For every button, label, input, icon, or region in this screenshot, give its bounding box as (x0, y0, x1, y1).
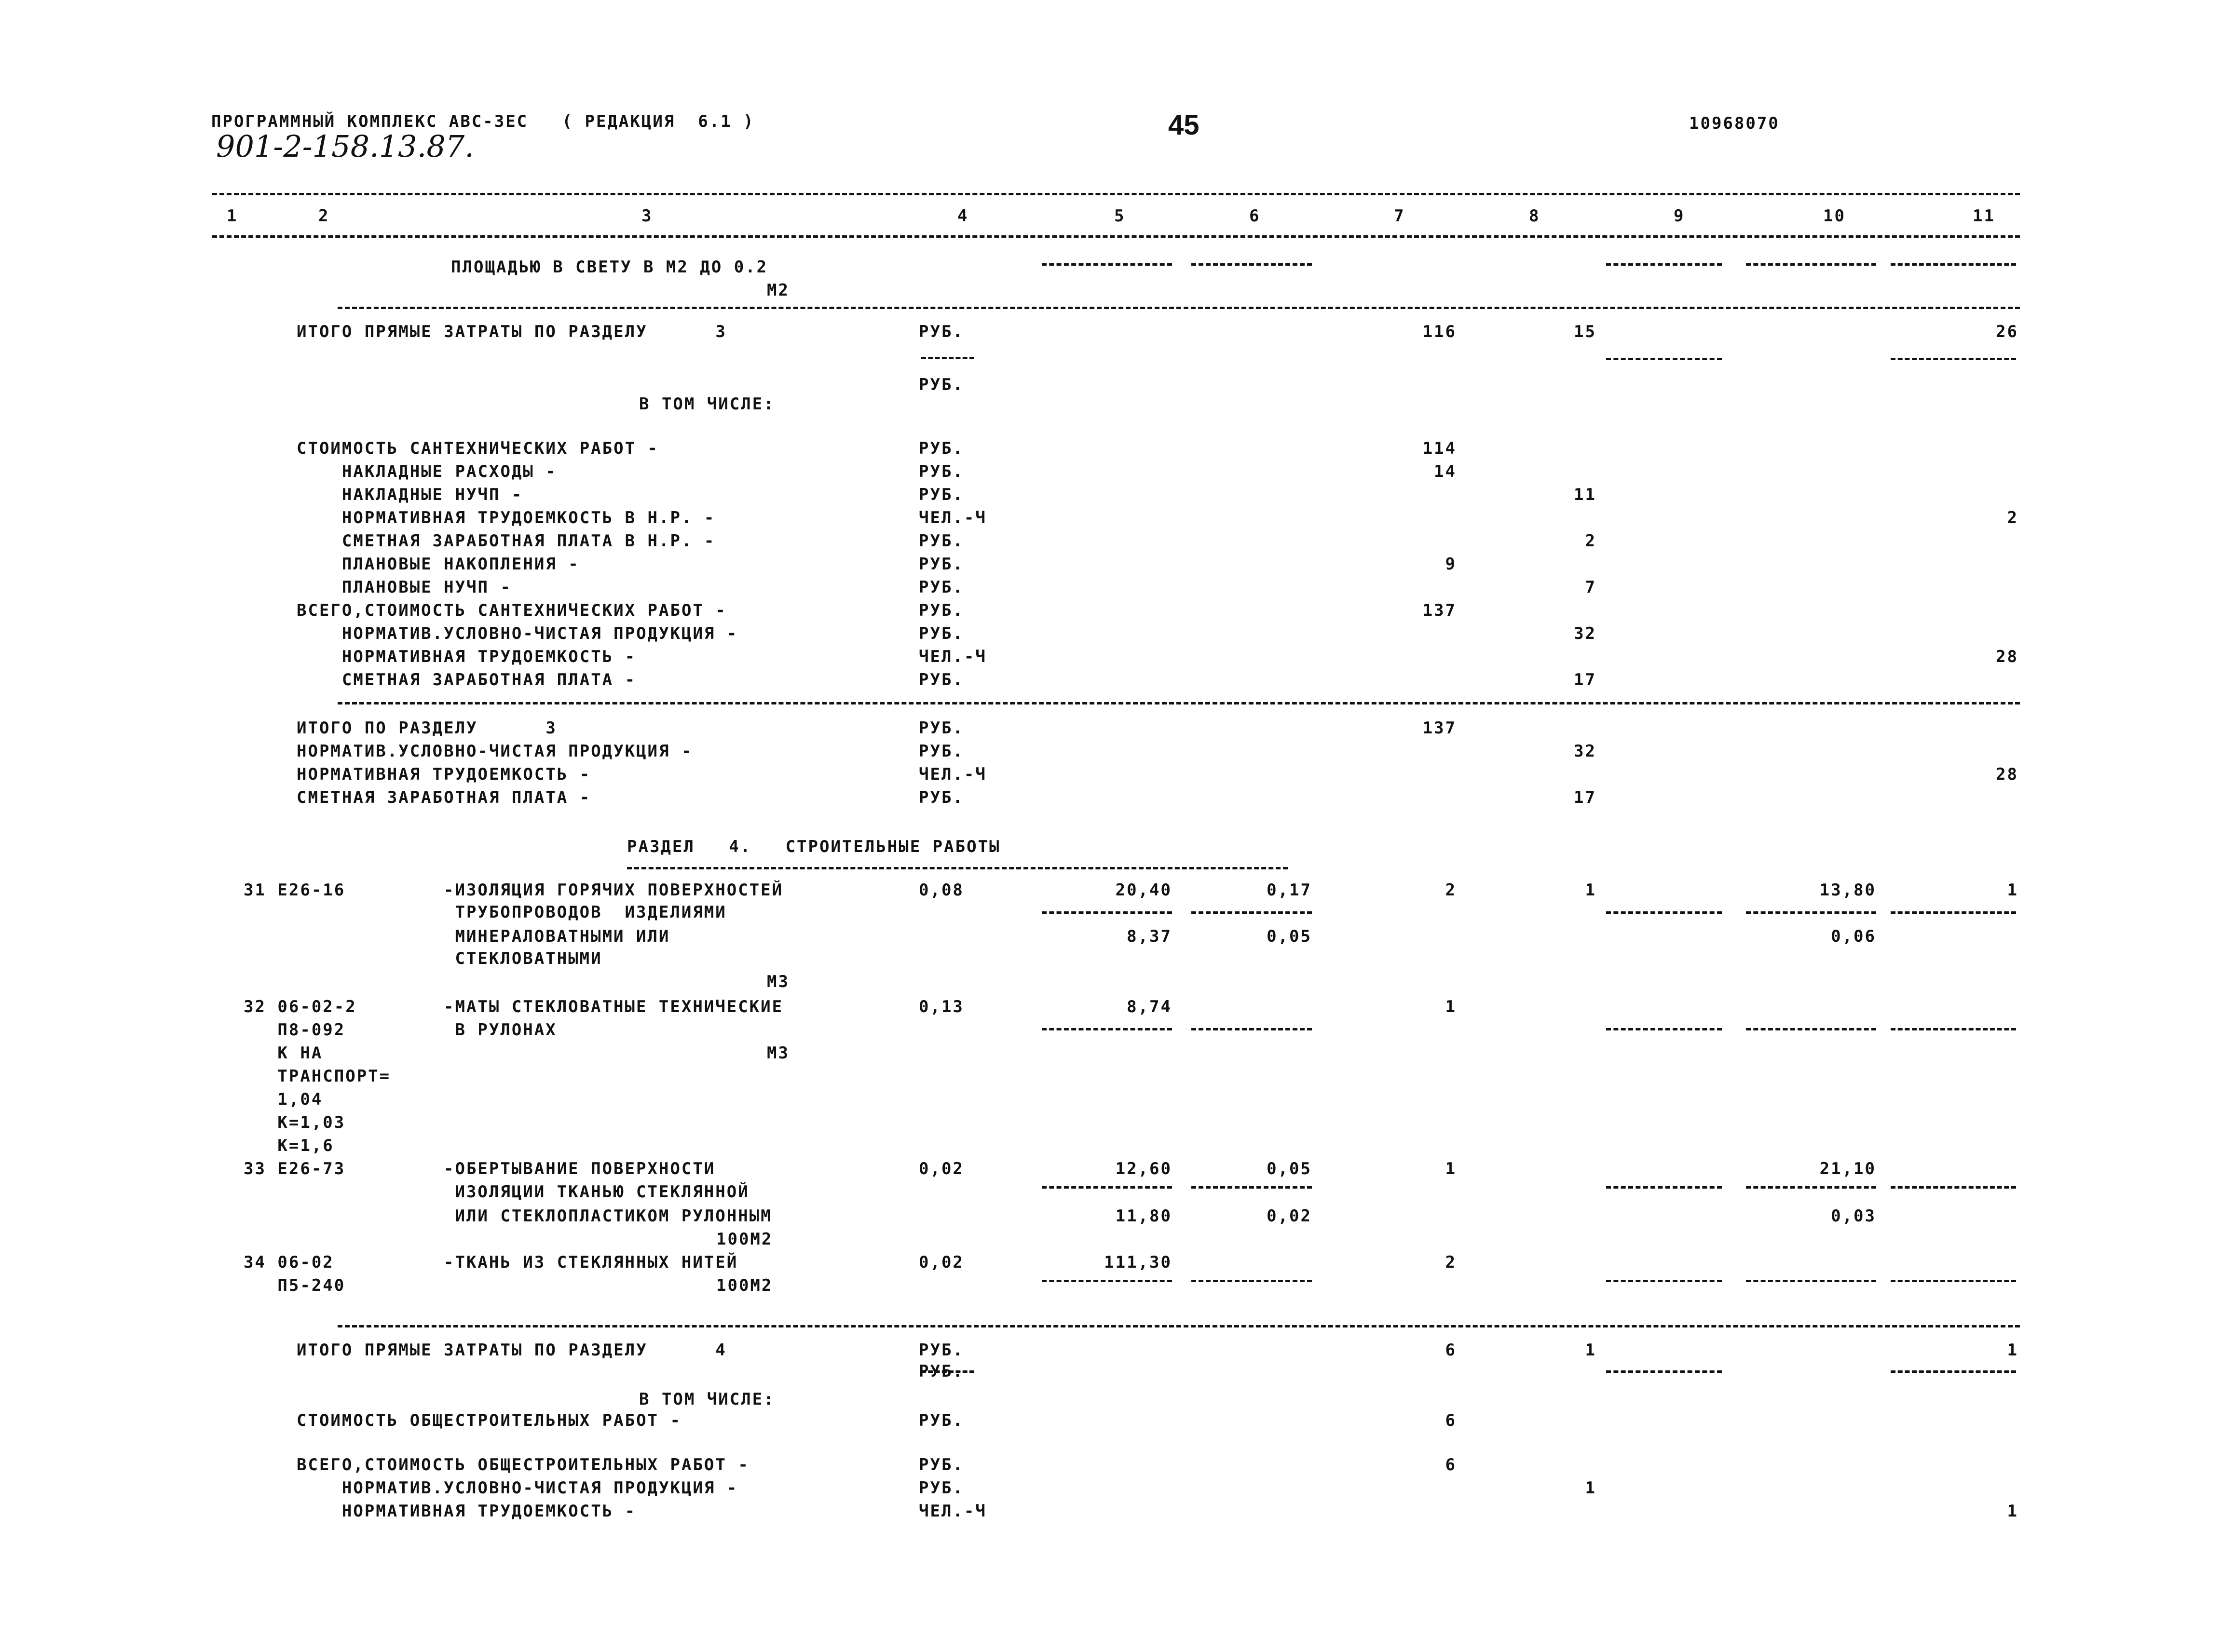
cell-c11: 26 (1996, 322, 2018, 341)
cell-c3: РАЗДЕЛ 4. СТРОИТЕЛЬНЫЕ РАБОТЫ (627, 837, 1001, 856)
column-header-8: 8 (1529, 206, 1540, 226)
sub-rule (1606, 911, 1722, 914)
cell-c10: 21,10 (1819, 1159, 1876, 1178)
cell-c5: 8,74 (1127, 997, 1172, 1016)
cell-c4: ЧЕЛ.-Ч (919, 1502, 987, 1521)
cell-c7: 114 (1422, 439, 1457, 458)
sub-rule (1606, 1028, 1722, 1030)
cell-c4: РУБ. (919, 375, 964, 394)
header-rule (212, 235, 2020, 238)
cell-c1: 1,04 (244, 1090, 323, 1109)
cell-c2: НОРМАТИВНАЯ ТРУДОЕМКОСТЬ В Н.Р. - (297, 508, 716, 528)
cell-c5: 20,40 (1115, 880, 1172, 900)
cell-c3: 100М2 (716, 1230, 773, 1249)
cell-c4: 0,13 (919, 997, 964, 1016)
cell-c11: 1 (2007, 1502, 2018, 1521)
cell-c11: 1 (2007, 880, 2018, 900)
cell-c2: СМЕТНАЯ ЗАРАБОТНАЯ ПЛАТА - (297, 788, 591, 807)
cell-c7: 6 (1445, 1455, 1457, 1475)
column-header-1: 1 (227, 206, 238, 226)
cell-c6: 0,17 (1267, 880, 1312, 900)
sub-rule (1606, 358, 1722, 360)
cell-c4: РУБ. (919, 555, 964, 574)
cell-c3: -МАТЫ СТЕКЛОВАТНЫЕ ТЕХНИЧЕСКИЕ (444, 997, 784, 1016)
cell-c4: РУБ. (919, 462, 964, 481)
cell-c5: 11,80 (1115, 1206, 1172, 1226)
cell-c3: МИНЕРАЛОВАТНЫМИ ИЛИ (444, 927, 670, 946)
document-code: 10968070 (1689, 114, 1780, 133)
column-header-10: 10 (1823, 206, 1846, 226)
cell-c4: РУБ. (919, 578, 964, 597)
cell-c2: НАКЛАДНЫЕ НУЧП - (297, 485, 523, 504)
sub-rule (1042, 263, 1172, 266)
sub-rule (1746, 911, 1876, 914)
column-header-2: 2 (318, 206, 330, 226)
cell-c8: 1 (1585, 1478, 1596, 1498)
cell-c3: М3 (767, 972, 790, 991)
cell-c3: М3 (767, 1043, 790, 1063)
sub-rule (1891, 358, 2016, 360)
cell-c8: 1 (1585, 880, 1596, 900)
sub-rule (1042, 911, 1172, 914)
cell-c7: 14 (1434, 462, 1457, 481)
sub-rule (1891, 1028, 2016, 1030)
cell-c8: 7 (1585, 578, 1596, 597)
cell-c10: 0,06 (1831, 927, 1876, 946)
cell-c11: 2 (2007, 508, 2018, 528)
cell-c2: НОРМАТИВНАЯ ТРУДОЕМКОСТЬ - (297, 1502, 637, 1521)
cell-c2: НАКЛАДНЫЕ РАСХОДЫ - (297, 462, 557, 481)
cell-c8: 32 (1574, 624, 1596, 643)
column-header-4: 4 (957, 206, 969, 226)
cell-c8: 17 (1574, 788, 1596, 807)
column-header-3: 3 (641, 206, 653, 226)
sub-rule (1042, 1186, 1172, 1189)
sub-rule (1191, 263, 1312, 266)
cell-c3: В РУЛОНАХ (444, 1020, 557, 1040)
cell-c3: ТРУБОПРОВОДОВ ИЗДЕЛИЯМИ (444, 903, 727, 922)
sub-rule (1891, 1186, 2016, 1189)
cell-c2: СМЕТНАЯ ЗАРАБОТНАЯ ПЛАТА - (297, 670, 637, 690)
sub-rule (1891, 1280, 2016, 1282)
cell-c1: 32 06-02-2 (244, 997, 357, 1016)
cell-c7: 137 (1422, 601, 1457, 620)
cell-c3: ИЛИ СТЕКЛОПЛАСТИКОМ РУЛОННЫМ (444, 1206, 772, 1226)
sub-rule (1891, 911, 2016, 914)
cell-c6: 0,02 (1267, 1206, 1312, 1226)
sub-rule (1746, 1028, 1876, 1030)
cell-c4: РУБ. (919, 718, 964, 738)
cell-c4: РУБ. (919, 742, 964, 761)
cell-c1: К=1,6 (244, 1136, 334, 1155)
cell-c3: В ТОМ ЧИСЛЕ: (639, 394, 775, 414)
cell-c2: ВСЕГО,СТОИМОСТЬ САНТЕХНИЧЕСКИХ РАБОТ - (297, 601, 727, 620)
sub-rule (1746, 1280, 1876, 1282)
sub-rule (1746, 263, 1876, 266)
cell-c5: 12,60 (1115, 1159, 1172, 1178)
cell-c2: НОРМАТИВ.УСЛОВНО-ЧИСТАЯ ПРОДУКЦИЯ - (297, 624, 738, 643)
cell-c7: 116 (1422, 322, 1457, 341)
cell-c3: 100М2 (716, 1276, 773, 1295)
cell-c7: 1 (1445, 1159, 1457, 1178)
cell-c7: 6 (1445, 1341, 1457, 1360)
cell-c3: -ТКАНЬ ИЗ СТЕКЛЯННЫХ НИТЕЙ (444, 1253, 738, 1272)
cell-c4: РУБ. (919, 1478, 964, 1498)
sub-rule (921, 1370, 974, 1373)
cell-c4: РУБ. (919, 1341, 964, 1360)
cell-c4: РУБ. (919, 1362, 964, 1381)
section-rule (338, 307, 2020, 309)
cell-c2: ПЛАНОВЫЕ НАКОПЛЕНИЯ - (297, 555, 580, 574)
cell-c3: -ИЗОЛЯЦИЯ ГОРЯЧИХ ПОВЕРХНОСТЕЙ (444, 880, 784, 900)
cell-c4: 0,08 (919, 880, 964, 900)
cell-c7: 1 (1445, 997, 1457, 1016)
cell-c7: 6 (1445, 1411, 1457, 1430)
cell-c3: М2 (767, 281, 790, 300)
cell-c7: 2 (1445, 1253, 1457, 1272)
cell-c7: 9 (1445, 555, 1457, 574)
cell-c2: СМЕТНАЯ ЗАРАБОТНАЯ ПЛАТА В Н.Р. - (297, 531, 716, 551)
cell-c7: 137 (1422, 718, 1457, 738)
section-rule (338, 702, 2020, 704)
cell-c11: 28 (1996, 647, 2018, 666)
cell-c10: 0,03 (1831, 1206, 1876, 1226)
sub-rule (1891, 1370, 2016, 1373)
cell-c1: ТРАНСПОРТ= (244, 1067, 391, 1086)
sub-rule (1191, 1280, 1312, 1282)
cell-c1: П8-092 (244, 1020, 346, 1040)
cell-c10: 13,80 (1819, 880, 1876, 900)
cell-c4: РУБ. (919, 624, 964, 643)
cell-c3: ИЗОЛЯЦИИ ТКАНЬЮ СТЕКЛЯННОЙ (444, 1182, 750, 1202)
top-rule (212, 193, 2020, 195)
cell-c2: ИТОГО ПО РАЗДЕЛУ 3 (297, 718, 557, 738)
cell-c1: 34 06-02 (244, 1253, 334, 1272)
cell-c6: 0,05 (1267, 1159, 1312, 1178)
cell-c2: СТОИМОСТЬ ОБЩЕСТРОИТЕЛЬНЫХ РАБОТ - (297, 1411, 682, 1430)
cell-c2: ИТОГО ПРЯМЫЕ ЗАТРАТЫ ПО РАЗДЕЛУ 4 (297, 1341, 727, 1360)
cell-c8: 11 (1574, 485, 1596, 504)
cell-c4: РУБ. (919, 788, 964, 807)
sub-rule (921, 357, 974, 359)
cell-c8: 17 (1574, 670, 1596, 690)
sub-rule (1191, 911, 1312, 914)
cell-c1: 33 Е26-73 (244, 1159, 346, 1178)
sub-rule (1042, 1280, 1172, 1282)
cell-c2: ИТОГО ПРЯМЫЕ ЗАТРАТЫ ПО РАЗДЕЛУ 3 (297, 322, 727, 341)
sub-rule (1191, 1186, 1312, 1189)
cell-c2: ПЛАНОВЫЕ НУЧП - (297, 578, 512, 597)
cell-c7: 2 (1445, 880, 1457, 900)
sub-rule (1606, 1186, 1722, 1189)
cell-c4: 0,02 (919, 1253, 964, 1272)
page-number: 45 (1168, 109, 1200, 141)
sub-rule (1606, 1280, 1722, 1282)
handwritten-reference: 901-2-158.13.87. (216, 129, 474, 164)
cell-c2: НОРМАТИВ.УСЛОВНО-ЧИСТАЯ ПРОДУКЦИЯ - (297, 1478, 738, 1498)
cell-c2: НОРМАТИВНАЯ ТРУДОЕМКОСТЬ - (297, 765, 591, 784)
cell-c4: ЧЕЛ.-Ч (919, 647, 987, 666)
sub-rule (1606, 1370, 1722, 1373)
cell-c5: 8,37 (1127, 927, 1172, 946)
cell-c3: ПЛОЩАДЬЮ В СВЕТУ В М2 ДО 0.2 (451, 257, 768, 277)
sub-rule (1042, 1028, 1172, 1030)
cell-c2: НОРМАТИВНАЯ ТРУДОЕМКОСТЬ - (297, 647, 637, 666)
cell-c4: РУБ. (919, 485, 964, 504)
program-header: ПРОГРАММНЫЙ КОМПЛЕКС АВС-ЗЕС ( РЕДАКЦИЯ 6.1 ) (211, 112, 755, 131)
cell-c1: К=1,03 (244, 1113, 346, 1132)
cell-c6: 0,05 (1267, 927, 1312, 946)
sub-rule (1606, 263, 1722, 266)
cell-c8: 2 (1585, 531, 1596, 551)
section-rule (338, 1325, 2020, 1327)
cell-c4: ЧЕЛ.-Ч (919, 508, 987, 528)
cell-c3: СТЕКЛОВАТНЫМИ (444, 949, 602, 968)
cell-c4: РУБ. (919, 670, 964, 690)
cell-c4: РУБ. (919, 531, 964, 551)
sub-rule (1746, 1186, 1876, 1189)
cell-c1: 31 Е26-16 (244, 880, 346, 900)
column-header-9: 9 (1674, 206, 1685, 226)
cell-c5: 111,30 (1104, 1253, 1172, 1272)
cell-c11: 28 (1996, 765, 2018, 784)
column-header-7: 7 (1394, 206, 1405, 226)
cell-c4: РУБ. (919, 601, 964, 620)
cell-c2: ВСЕГО,СТОИМОСТЬ ОБЩЕСТРОИТЕЛЬНЫХ РАБОТ - (297, 1455, 750, 1475)
cell-c4: ЧЕЛ.-Ч (919, 765, 987, 784)
cell-c2: НОРМАТИВ.УСЛОВНО-ЧИСТАЯ ПРОДУКЦИЯ - (297, 742, 693, 761)
column-header-6: 6 (1249, 206, 1261, 226)
cell-c11: 1 (2007, 1341, 2018, 1360)
column-header-11: 11 (1973, 206, 1995, 226)
cell-c4: РУБ. (919, 322, 964, 341)
double-underline (627, 867, 1288, 869)
cell-c8: 15 (1574, 322, 1596, 341)
sub-rule (1891, 263, 2016, 266)
column-header-5: 5 (1114, 206, 1126, 226)
cell-c2: СТОИМОСТЬ САНТЕХНИЧЕСКИХ РАБОТ - (297, 439, 659, 458)
cell-c1: П5-240 (244, 1276, 346, 1295)
cell-c3: В ТОМ ЧИСЛЕ: (639, 1390, 775, 1409)
cell-c8: 1 (1585, 1341, 1596, 1360)
cell-c8: 32 (1574, 742, 1596, 761)
cell-c3: -ОБЕРТЫВАНИЕ ПОВЕРХНОСТИ (444, 1159, 716, 1178)
cell-c4: 0,02 (919, 1159, 964, 1178)
sub-rule (1191, 1028, 1312, 1030)
cell-c4: РУБ. (919, 439, 964, 458)
cell-c4: РУБ. (919, 1455, 964, 1475)
cell-c4: РУБ. (919, 1411, 964, 1430)
cell-c1: К НА (244, 1043, 323, 1063)
